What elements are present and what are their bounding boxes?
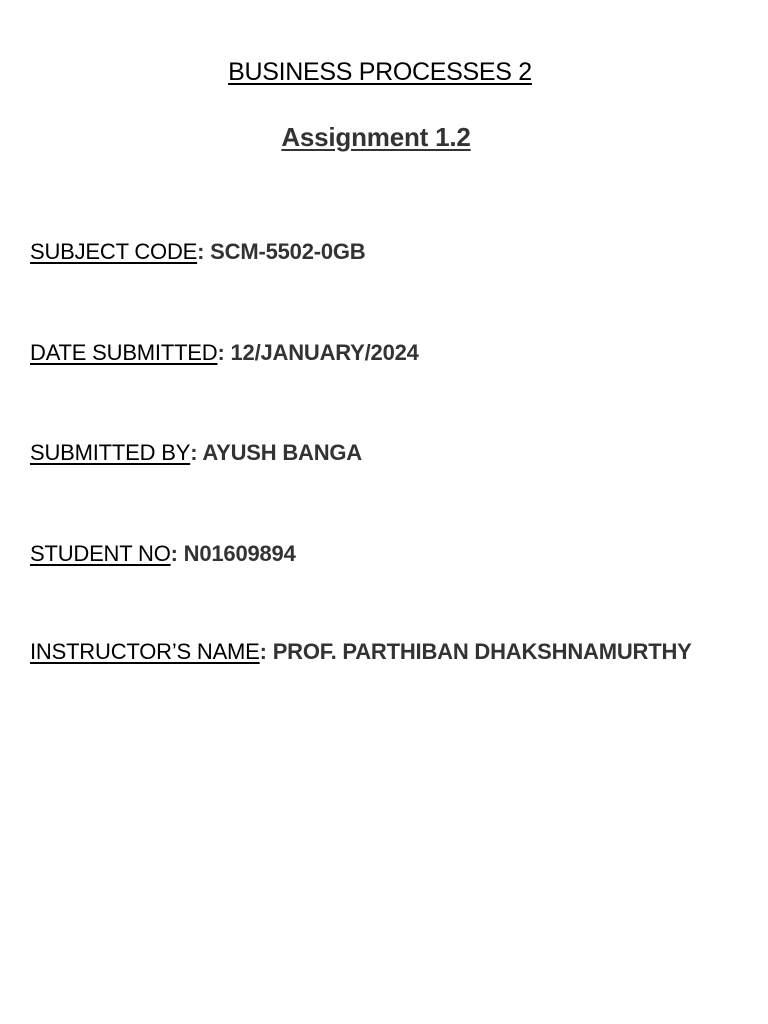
student-no-separator: :	[170, 541, 184, 566]
date-submitted-field	[30, 336, 730, 370]
submitted-by-field	[30, 436, 730, 470]
submitted-by-value: AYUSH BANGA	[202, 440, 362, 465]
subject-code-value: SCM-5502-0GB	[210, 239, 366, 264]
instructor-name-value: PROF. PARTHIBAN DHAKSHNAMURTHY	[272, 639, 692, 664]
instructor-name-label: INSTRUCTOR’S NAME	[30, 639, 260, 664]
student-no-label: STUDENT NO	[30, 541, 171, 566]
student-no-field	[30, 537, 730, 571]
instructor-name-field	[30, 635, 730, 669]
date-submitted-label: DATE SUBMITTED	[30, 340, 218, 365]
instructor-name-separator: :	[259, 639, 273, 664]
subject-code-field	[30, 235, 730, 269]
assignment-subtitle: Assignment 1.2	[281, 122, 471, 152]
date-submitted-value: 12/JANUARY/2024	[230, 340, 419, 365]
document-title: BUSINESS PROCESSES 2	[228, 58, 532, 86]
subject-code-label: SUBJECT CODE	[30, 239, 198, 264]
submitted-by-separator: :	[190, 440, 203, 465]
date-submitted-separator: :	[217, 340, 231, 365]
student-no-value: N01609894	[183, 541, 296, 566]
submitted-by-label: SUBMITTED BY	[30, 440, 191, 465]
subject-code-separator: :	[197, 239, 211, 264]
